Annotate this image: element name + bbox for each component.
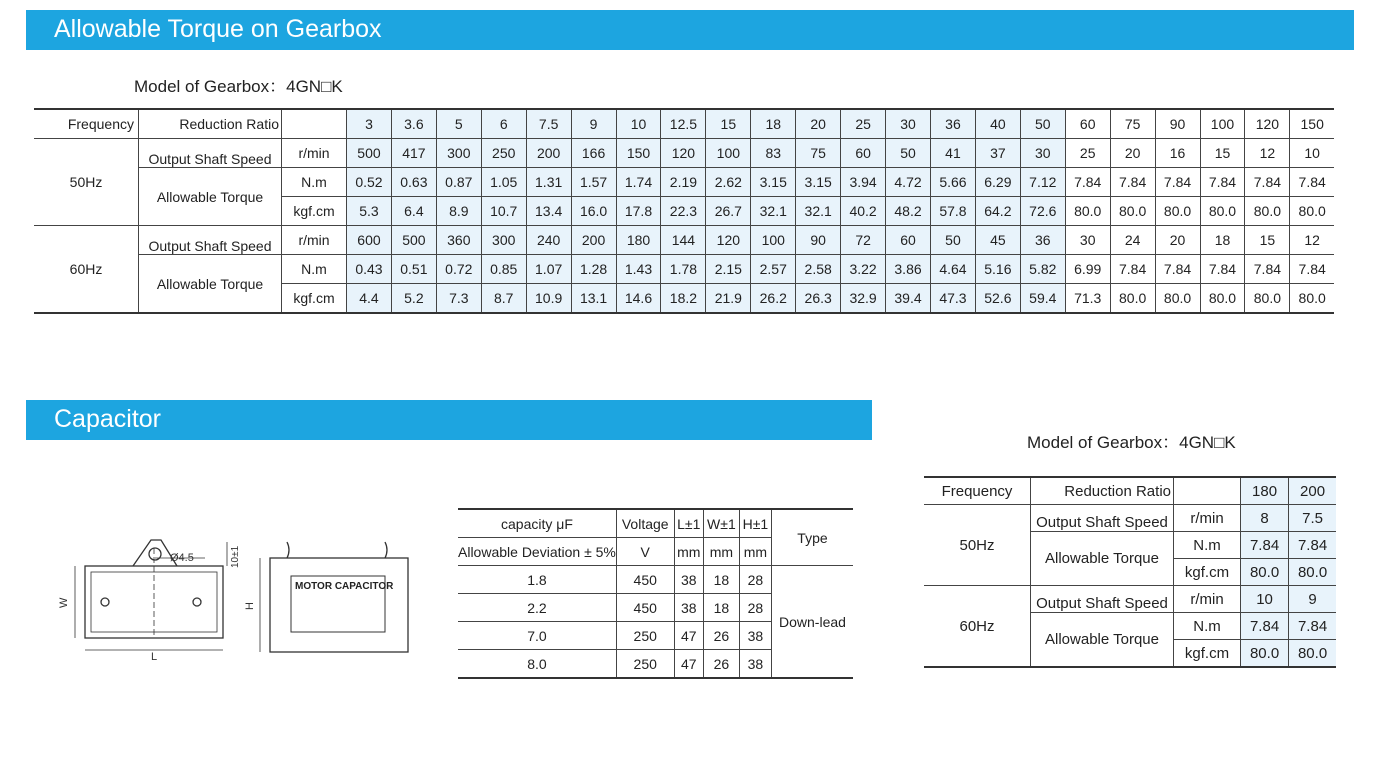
speed-value: 16	[1155, 139, 1200, 168]
torque-kgf-value: 48.2	[886, 197, 931, 226]
torque-kgf-value: 32.9	[841, 284, 886, 314]
torque-kgf-value: 71.3	[1065, 284, 1110, 314]
torque-kgf-value: 26.2	[751, 284, 796, 314]
unit-kgfcm: kgf.cm	[282, 197, 347, 226]
speed-value: 10	[1290, 139, 1334, 168]
torque-kgf-value: 8.7	[481, 284, 526, 314]
torque-nm-value: 0.43	[347, 255, 392, 284]
torque-nm-value: 7.84	[1245, 255, 1290, 284]
unit-rmin: r/min	[1174, 586, 1241, 613]
torque-kgf-value: 32.1	[796, 197, 841, 226]
torque-section-title: Allowable Torque on Gearbox	[54, 15, 382, 43]
speed-value: 240	[526, 226, 571, 255]
gearbox-model-label: Model of Gearbox：4GN□K	[134, 77, 343, 96]
speed-value: 500	[347, 139, 392, 168]
torque-kgf-value: 80.0	[1200, 197, 1245, 226]
unit-header	[1174, 477, 1241, 505]
capacity-value: 2.2	[458, 594, 616, 622]
torque-nm-value: 2.58	[796, 255, 841, 284]
torque-nm-value: 0.72	[436, 255, 481, 284]
ratio-header-cell: 120	[1245, 109, 1290, 139]
torque-nm-value: 1.43	[616, 255, 661, 284]
speed-value: 37	[975, 139, 1020, 168]
ratio-header-cell: 12.5	[661, 109, 706, 139]
torque-nm-value: 3.86	[886, 255, 931, 284]
torque-kgf-value: 57.8	[930, 197, 975, 226]
torque-nm-value: 4.64	[930, 255, 975, 284]
reduction-ratio-header: Reduction Ratio	[1031, 477, 1174, 505]
speed-value: 417	[391, 139, 436, 168]
speed-value: 200	[571, 226, 616, 255]
unit-rmin: r/min	[1174, 505, 1241, 532]
speed-value: 24	[1110, 226, 1155, 255]
output-shaft-speed-label: Output Shaft Speed	[139, 139, 282, 168]
torque-nm-value: 4.72	[886, 168, 931, 197]
h-header: H±1	[739, 509, 771, 538]
frequency-cell: 50Hz	[924, 505, 1031, 586]
type-header: Type	[771, 509, 853, 566]
speed-value: 36	[1020, 226, 1065, 255]
w-value: 26	[703, 650, 739, 679]
unit-kgfcm: kgf.cm	[1174, 640, 1241, 668]
ratio-header-cell: 50	[1020, 109, 1065, 139]
speed-value: 20	[1110, 139, 1155, 168]
allowable-torque-label: Allowable Torque	[1031, 532, 1174, 586]
unit-rmin: r/min	[282, 139, 347, 168]
ratio-header-cell: 90	[1155, 109, 1200, 139]
torque-nm-value: 2.15	[706, 255, 751, 284]
torque-kgf-value: 72.6	[1020, 197, 1065, 226]
cap-data-row	[458, 566, 853, 594]
torque-nm-value: 7.84	[1290, 255, 1334, 284]
torque-kgf-value: 10.9	[526, 284, 571, 314]
hole-dimension-label: Ø4.5	[170, 552, 194, 564]
torque-nm-value: 7.84	[1155, 168, 1200, 197]
unit-mm: mm	[703, 538, 739, 566]
unit-mm: mm	[674, 538, 703, 566]
torque-nm-row	[34, 168, 1334, 197]
torque-nm-value: 1.74	[616, 168, 661, 197]
output-shaft-speed-label: Output Shaft Speed	[1031, 586, 1174, 613]
h-value: 38	[739, 650, 771, 679]
speed-value: 15	[1245, 226, 1290, 255]
torque-kgf-value: 80.0	[1155, 197, 1200, 226]
speed-value: 500	[391, 226, 436, 255]
torque-nm-value: 7.12	[1020, 168, 1065, 197]
torque-nm-value: 7.84	[1155, 255, 1200, 284]
ratio-header-cell: 9	[571, 109, 616, 139]
output-shaft-speed-label: Output Shaft Speed	[139, 226, 282, 255]
unit-header	[282, 109, 347, 139]
torque-nm-value: 0.51	[391, 255, 436, 284]
torque-kgf-value: 59.4	[1020, 284, 1065, 314]
width-dimension-label: W	[58, 597, 70, 608]
l-value: 38	[674, 566, 703, 594]
torque-kgf-value: 10.7	[481, 197, 526, 226]
h-value: 38	[739, 622, 771, 650]
reduction-ratio-header: Reduction Ratio	[139, 109, 282, 139]
speed-row	[924, 505, 1336, 532]
capacity-value: 1.8	[458, 566, 616, 594]
l-value: 47	[674, 650, 703, 679]
torque-kgf-value: 47.3	[930, 284, 975, 314]
torque-nm-value: 3.15	[796, 168, 841, 197]
torque-kgf-value: 18.2	[661, 284, 706, 314]
unit-nm: N.m	[1174, 532, 1241, 559]
torque-kgf-value: 22.3	[661, 197, 706, 226]
ratio-header-cell: 10	[616, 109, 661, 139]
torque-nm-value: 1.57	[571, 168, 616, 197]
speed-value: 15	[1200, 139, 1245, 168]
header-row	[924, 477, 1336, 505]
ratio-header-cell: 60	[1065, 109, 1110, 139]
speed-value: 300	[481, 226, 526, 255]
speed-row	[34, 226, 1334, 255]
torque-kgf-value: 13.1	[571, 284, 616, 314]
torque-nm-value: 0.52	[347, 168, 392, 197]
torque-nm-value: 3.22	[841, 255, 886, 284]
unit-kgfcm: kgf.cm	[1174, 559, 1241, 586]
w-value: 26	[703, 622, 739, 650]
ratio-header-cell: 30	[886, 109, 931, 139]
torque-kgf-value: 26.3	[796, 284, 841, 314]
torque-kgf-value: 80.0	[1245, 197, 1290, 226]
torque-kgf-value: 39.4	[886, 284, 931, 314]
w-header: W±1	[703, 509, 739, 538]
torque-kgf-value: 7.3	[436, 284, 481, 314]
speed-value: 83	[751, 139, 796, 168]
voltage-value: 450	[616, 566, 674, 594]
torque-nm-value: 7.84	[1289, 613, 1336, 640]
allowable-torque-table	[34, 108, 1334, 314]
torque-nm-value: 6.99	[1065, 255, 1110, 284]
torque-nm-value: 7.84	[1241, 613, 1289, 640]
torque-nm-value: 1.28	[571, 255, 616, 284]
torque-kgf-value: 5.3	[347, 197, 392, 226]
torque-nm-value: 5.66	[930, 168, 975, 197]
speed-value: 18	[1200, 226, 1245, 255]
torque-nm-value: 7.84	[1290, 168, 1334, 197]
speed-value: 8	[1241, 505, 1289, 532]
unit-v: V	[616, 538, 674, 566]
unit-nm: N.m	[282, 255, 347, 284]
torque-nm-value: 3.94	[841, 168, 886, 197]
capacitor-section-title: Capacitor	[54, 405, 161, 433]
frequency-cell: 60Hz	[34, 226, 139, 314]
speed-value: 250	[481, 139, 526, 168]
allowable-torque-label: Allowable Torque	[139, 168, 282, 226]
speed-value: 100	[751, 226, 796, 255]
speed-value: 45	[975, 226, 1020, 255]
torque-nm-value: 3.15	[751, 168, 796, 197]
torque-nm-value: 1.05	[481, 168, 526, 197]
speed-value: 300	[436, 139, 481, 168]
speed-value: 600	[347, 226, 392, 255]
ratio-header-cell: 15	[706, 109, 751, 139]
torque-kgf-value: 6.4	[391, 197, 436, 226]
torque-kgf-value: 80.0	[1065, 197, 1110, 226]
capacity-value: 7.0	[458, 622, 616, 650]
torque-kgf-value: 26.7	[706, 197, 751, 226]
ratio-header-cell: 150	[1290, 109, 1334, 139]
torque-kgf-value: 5.2	[391, 284, 436, 314]
ratio-header-cell: 3.6	[391, 109, 436, 139]
speed-value: 180	[616, 226, 661, 255]
ratio-header-cell: 20	[796, 109, 841, 139]
unit-nm: N.m	[1174, 613, 1241, 640]
w-value: 18	[703, 566, 739, 594]
speed-value: 60	[841, 139, 886, 168]
ratio-header-cell: 75	[1110, 109, 1155, 139]
torque-nm-value: 5.16	[975, 255, 1020, 284]
length-dimension-label: L	[151, 651, 158, 663]
capacity-value: 8.0	[458, 650, 616, 679]
torque-section-banner	[26, 10, 1354, 50]
allowable-torque-label: Allowable Torque	[139, 255, 282, 314]
capacity-header: capacity μF	[458, 509, 616, 538]
torque-kgf-value: 14.6	[616, 284, 661, 314]
torque-kgf-value: 21.9	[706, 284, 751, 314]
torque-kgf-value: 16.0	[571, 197, 616, 226]
torque-nm-value: 1.31	[526, 168, 571, 197]
torque-kgf-value: 80.0	[1241, 640, 1289, 668]
extended-ratio-table	[924, 476, 1336, 668]
speed-value: 144	[661, 226, 706, 255]
torque-nm-value: 7.84	[1065, 168, 1110, 197]
torque-kgf-value: 52.6	[975, 284, 1020, 314]
output-shaft-speed-label: Output Shaft Speed	[1031, 505, 1174, 532]
ratio-header-cell: 6	[481, 109, 526, 139]
ratio-header-cell: 100	[1200, 109, 1245, 139]
torque-nm-value: 2.19	[661, 168, 706, 197]
speed-value: 50	[930, 226, 975, 255]
torque-kgf-value: 80.0	[1110, 197, 1155, 226]
torque-kgf-value: 17.8	[616, 197, 661, 226]
h-value: 28	[739, 594, 771, 622]
side-height-label: H	[244, 602, 256, 610]
torque-kgf-value: 40.2	[841, 197, 886, 226]
torque-kgf-value: 32.1	[751, 197, 796, 226]
speed-value: 30	[1065, 226, 1110, 255]
speed-value: 7.5	[1289, 505, 1336, 532]
torque-kgf-value: 80.0	[1289, 559, 1336, 586]
speed-value: 30	[1020, 139, 1065, 168]
voltage-header: Voltage	[616, 509, 674, 538]
capacitor-drawing	[55, 528, 425, 668]
torque-nm-value: 6.29	[975, 168, 1020, 197]
ratio-header-cell: 25	[841, 109, 886, 139]
speed-value: 25	[1065, 139, 1110, 168]
speed-row	[34, 139, 1334, 168]
allowable-torque-label: Allowable Torque	[1031, 613, 1174, 668]
type-value: Down-lead	[771, 566, 853, 679]
speed-row	[924, 586, 1336, 613]
frequency-cell: 60Hz	[924, 586, 1031, 668]
speed-value: 360	[436, 226, 481, 255]
voltage-value: 250	[616, 650, 674, 679]
unit-mm: mm	[739, 538, 771, 566]
torque-kgf-value: 13.4	[526, 197, 571, 226]
unit-rmin: r/min	[282, 226, 347, 255]
speed-value: 200	[526, 139, 571, 168]
torque-kgf-value: 64.2	[975, 197, 1020, 226]
unit-nm: N.m	[282, 168, 347, 197]
torque-nm-value: 5.82	[1020, 255, 1065, 284]
torque-kgf-value: 80.0	[1290, 284, 1334, 314]
voltage-value: 450	[616, 594, 674, 622]
torque-nm-value: 1.78	[661, 255, 706, 284]
torque-nm-value: 0.63	[391, 168, 436, 197]
speed-value: 12	[1290, 226, 1334, 255]
speed-value: 50	[886, 139, 931, 168]
capacitor-spec-table	[458, 508, 853, 679]
speed-value: 72	[841, 226, 886, 255]
ratio-header-cell: 18	[751, 109, 796, 139]
torque-kgf-value: 80.0	[1110, 284, 1155, 314]
torque-nm-value: 7.84	[1200, 255, 1245, 284]
speed-value: 20	[1155, 226, 1200, 255]
speed-value: 120	[706, 226, 751, 255]
frequency-cell: 50Hz	[34, 139, 139, 226]
speed-value: 100	[706, 139, 751, 168]
motor-capacitor-plate-text: MOTOR CAPACITOR	[295, 581, 394, 592]
torque-kgf-value: 80.0	[1155, 284, 1200, 314]
speed-value: 10	[1241, 586, 1289, 613]
speed-value: 60	[886, 226, 931, 255]
ratio-header-cell: 40	[975, 109, 1020, 139]
capacitor-side-view	[260, 542, 408, 652]
speed-value: 120	[661, 139, 706, 168]
frequency-header: Frequency	[34, 109, 139, 139]
l-value: 38	[674, 594, 703, 622]
l-value: 47	[674, 622, 703, 650]
deviation-header: Allowable Deviation ± 5%	[458, 538, 616, 566]
torque-kgf-value: 80.0	[1245, 284, 1290, 314]
frequency-header: Frequency	[924, 477, 1031, 505]
gearbox-model-label-small: Model of Gearbox：4GN□K	[1027, 433, 1236, 452]
ratio-header-cell: 5	[436, 109, 481, 139]
torque-kgf-value: 8.9	[436, 197, 481, 226]
h-value: 28	[739, 566, 771, 594]
torque-nm-value: 7.84	[1289, 532, 1336, 559]
unit-kgfcm: kgf.cm	[282, 284, 347, 314]
height-tolerance-label: 10±1	[230, 545, 241, 568]
torque-nm-value: 7.84	[1245, 168, 1290, 197]
w-value: 18	[703, 594, 739, 622]
torque-nm-row	[34, 255, 1334, 284]
torque-kgf-value: 80.0	[1241, 559, 1289, 586]
ratio-header-cell: 200	[1289, 477, 1336, 505]
torque-nm-value: 1.07	[526, 255, 571, 284]
l-header: L±1	[674, 509, 703, 538]
torque-nm-value: 2.62	[706, 168, 751, 197]
cap-header-row	[458, 509, 853, 538]
capacitor-section-banner	[26, 400, 872, 440]
torque-kgf-value: 80.0	[1200, 284, 1245, 314]
speed-value: 9	[1289, 586, 1336, 613]
torque-nm-value: 7.84	[1200, 168, 1245, 197]
torque-kgf-value: 80.0	[1289, 640, 1336, 668]
ratio-header-cell: 180	[1241, 477, 1289, 505]
torque-kgf-value: 80.0	[1290, 197, 1334, 226]
voltage-value: 250	[616, 622, 674, 650]
torque-nm-value: 7.84	[1110, 255, 1155, 284]
torque-kgf-value: 4.4	[347, 284, 392, 314]
speed-value: 75	[796, 139, 841, 168]
torque-nm-value: 7.84	[1110, 168, 1155, 197]
torque-nm-value: 0.85	[481, 255, 526, 284]
ratio-header-cell: 36	[930, 109, 975, 139]
ratio-header-cell: 3	[347, 109, 392, 139]
header-row	[34, 109, 1334, 139]
speed-value: 41	[930, 139, 975, 168]
speed-value: 12	[1245, 139, 1290, 168]
torque-nm-value: 0.87	[436, 168, 481, 197]
capacitor-front-view	[75, 540, 227, 650]
torque-nm-value: 7.84	[1241, 532, 1289, 559]
speed-value: 166	[571, 139, 616, 168]
speed-value: 150	[616, 139, 661, 168]
ratio-header-cell: 7.5	[526, 109, 571, 139]
torque-nm-value: 2.57	[751, 255, 796, 284]
speed-value: 90	[796, 226, 841, 255]
